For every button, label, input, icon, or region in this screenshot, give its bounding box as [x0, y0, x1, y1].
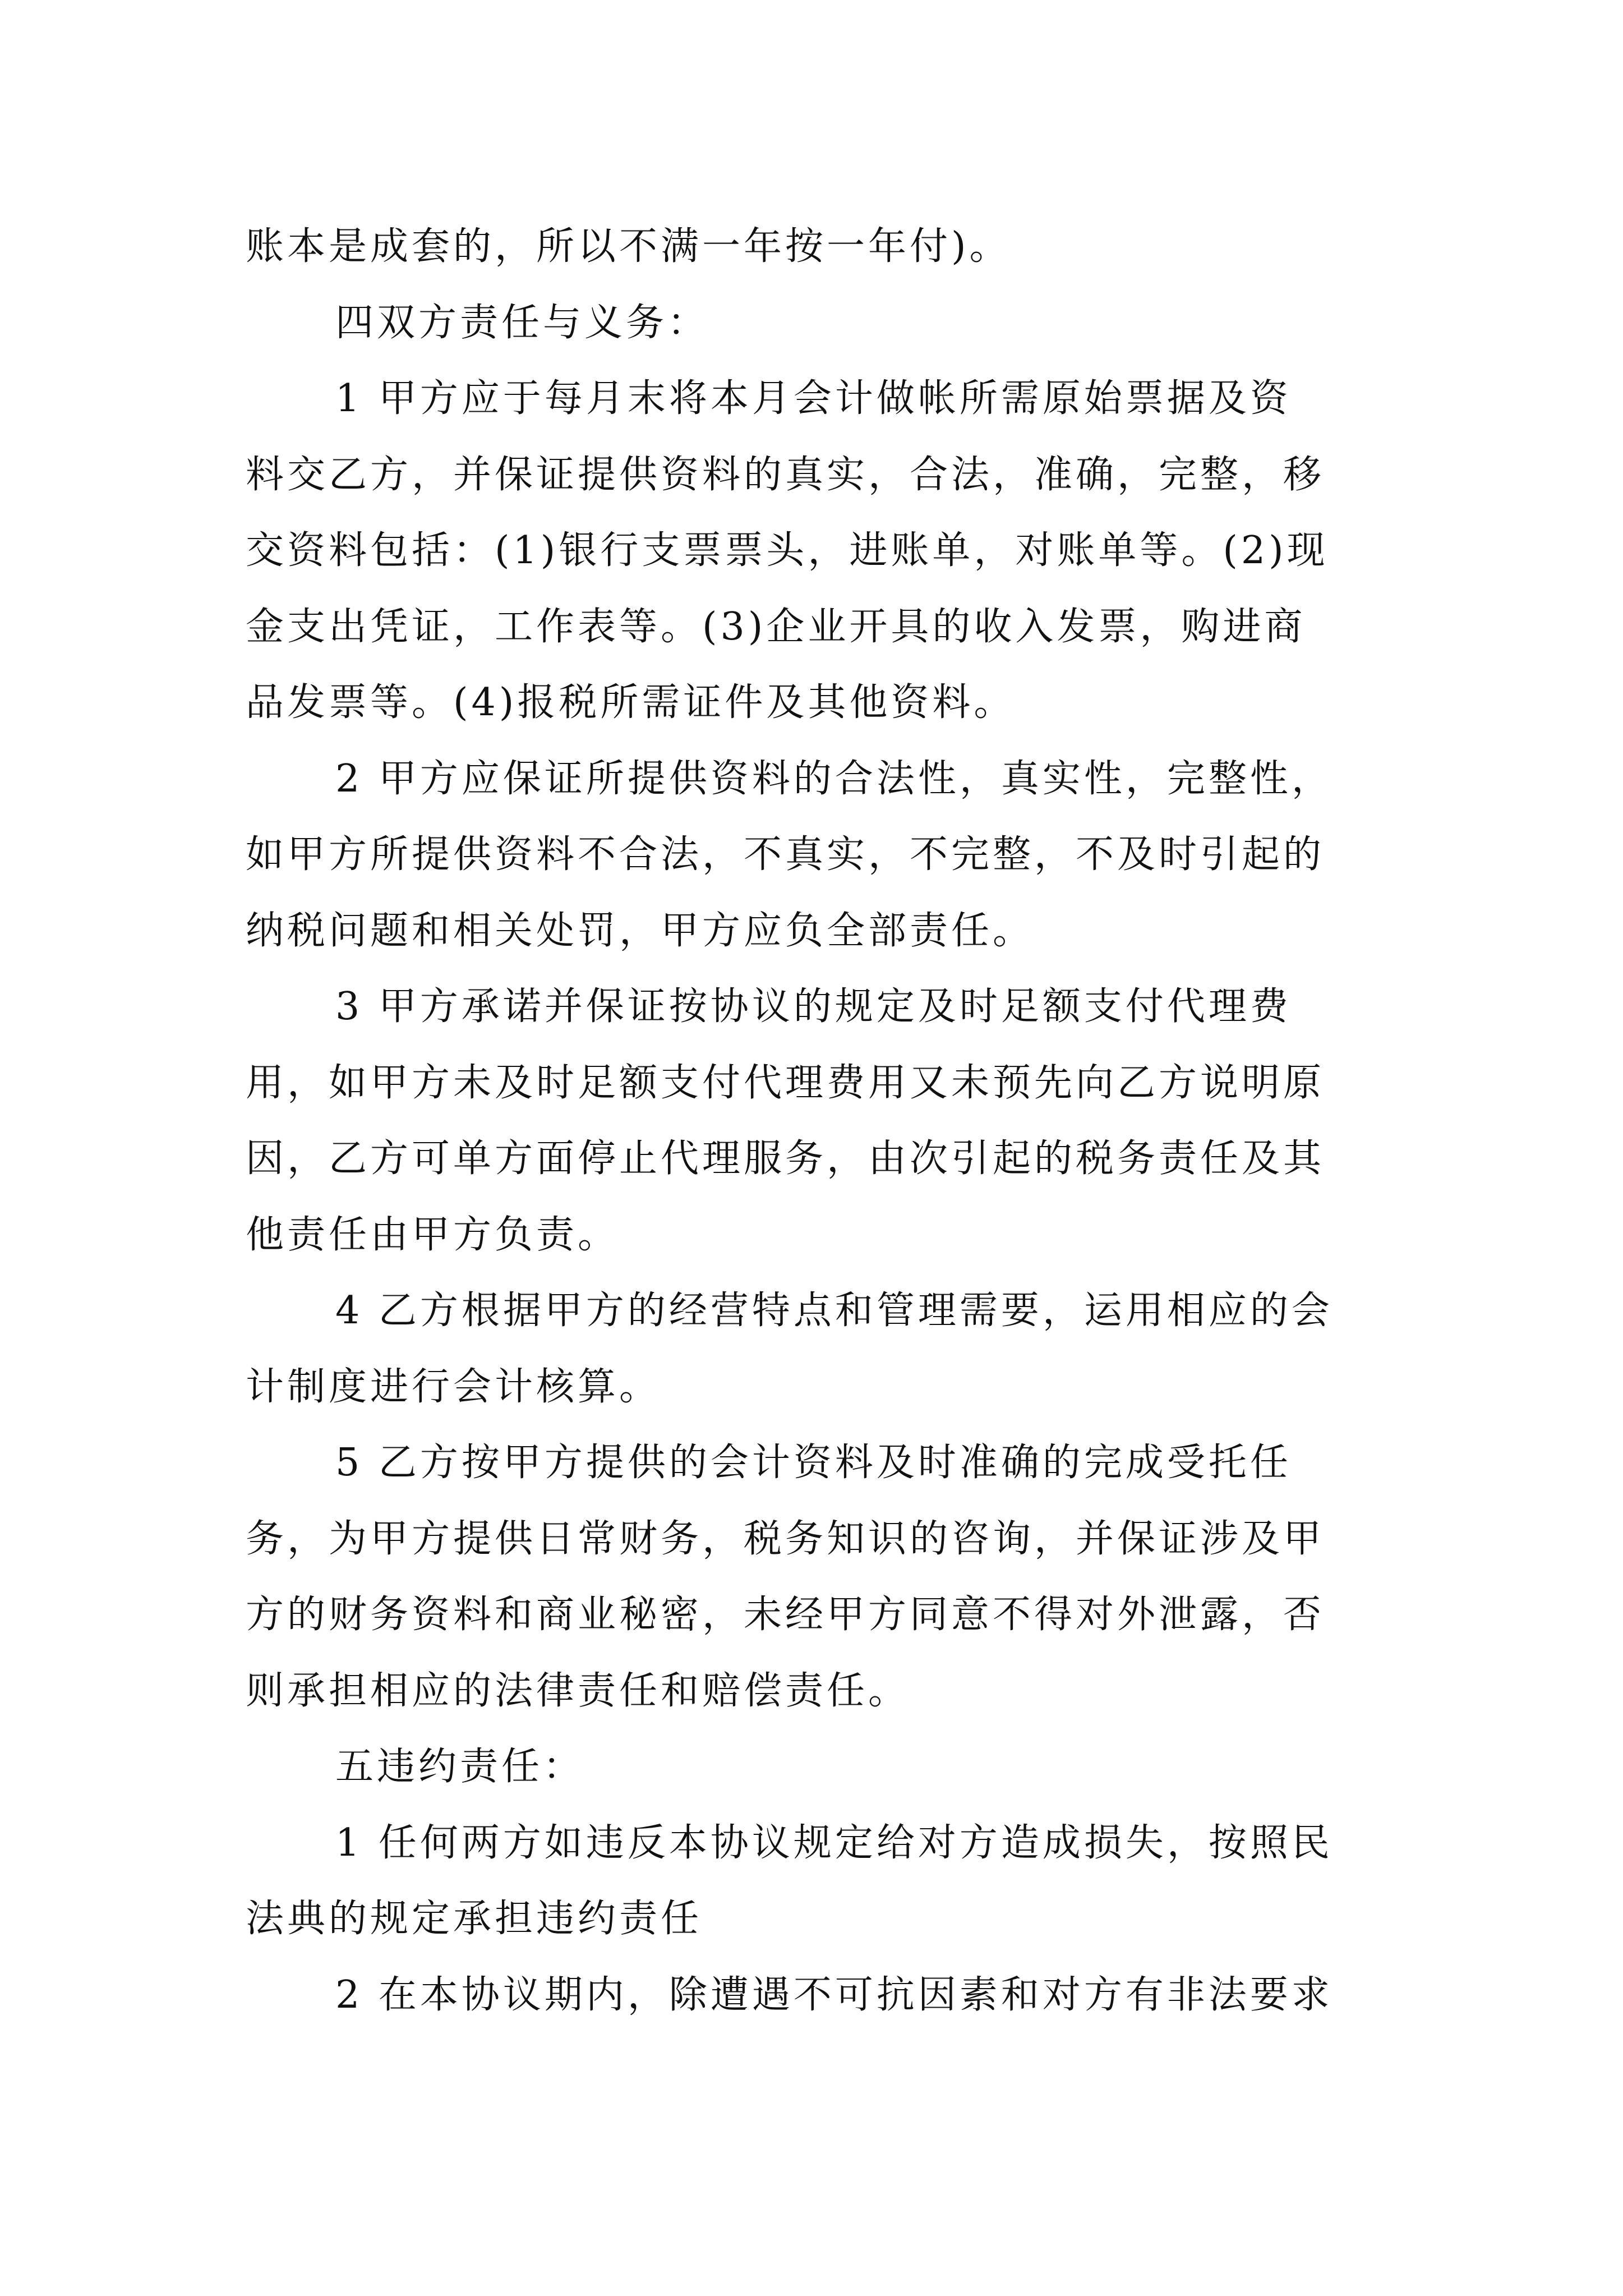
text-line: 4 乙方根据甲方的经营特点和管理需要，运用相应的会 [335, 1289, 1333, 1333]
paragraph-payment-note [246, 209, 1390, 285]
text-line: 用，如甲方未及时足额支付代理费用又未预先向乙方说明原 [246, 1060, 1325, 1105]
paragraph-clause-5-2 [246, 1957, 1390, 2033]
paragraph-clause-4-2 [246, 741, 1390, 969]
text-line: 法典的规定承担违约责任 [246, 1897, 703, 1941]
text-line: 如甲方所提供资料不合法，不真实，不完整，不及时引起的 [246, 832, 1325, 877]
paragraph-clause-4-4 [246, 1273, 1390, 1425]
paragraph-clause-4-5 [246, 1425, 1390, 1729]
section-heading: 四双方责任与义务： [335, 300, 709, 345]
heading-section-four [246, 285, 1390, 361]
text-line: 品发票等。(4)报税所需证件及其他资料。 [246, 680, 1016, 725]
text-line: 交资料包括：(1)银行支票票头，进账单，对账单等。(2)现 [246, 528, 1329, 573]
paragraph-clause-4-3 [246, 969, 1390, 1273]
text-line: 1 任何两方如违反本协议规定给对方造成损失，按照民 [335, 1820, 1333, 1865]
text-line: 3 甲方承诺并保证按协议的规定及时足额支付代理费 [335, 984, 1292, 1029]
text-line: 则承担相应的法律责任和赔偿责任。 [246, 1668, 910, 1713]
text-line: 2 在本协议期内，除遭遇不可抗因素和对方有非法要求 [335, 1972, 1333, 2017]
text-line: 金支出凭证，工作表等。(3)企业开具的收入发票，购进商 [246, 604, 1306, 649]
text-line: 账本是成套的，所以不满一年按一年付)。 [246, 224, 1011, 269]
text-line: 纳税问题和相关处罚，甲方应负全部责任。 [246, 908, 1035, 953]
text-line: 务，为甲方提供日常财务，税务知识的咨询，并保证涉及甲 [246, 1516, 1325, 1561]
text-line: 方的财务资料和商业秘密，未经甲方同意不得对外泄露，否 [246, 1593, 1325, 1637]
text-line: 计制度进行会计核算。 [246, 1364, 661, 1409]
text-line: 因，乙方可单方面停止代理服务，由次引起的税务责任及其 [246, 1137, 1325, 1181]
paragraph-clause-4-1 [246, 361, 1390, 741]
section-heading: 五违约责任： [335, 1745, 585, 1789]
text-line: 料交乙方，并保证提供资料的真实，合法，准确，完整，移 [246, 452, 1325, 497]
text-line: 1 甲方应于每月末将本月会计做帐所需原始票据及资 [335, 376, 1292, 421]
text-line: 5 乙方按甲方提供的会计资料及时准确的完成受托任 [335, 1441, 1292, 1485]
paragraph-clause-5-1 [246, 1805, 1390, 1957]
document-body [246, 209, 1390, 2033]
text-line: 2 甲方应保证所提供资料的合法性，真实性，完整性， [335, 756, 1333, 801]
heading-section-five [246, 1729, 1390, 1805]
text-line: 他责任由甲方负责。 [246, 1212, 620, 1257]
